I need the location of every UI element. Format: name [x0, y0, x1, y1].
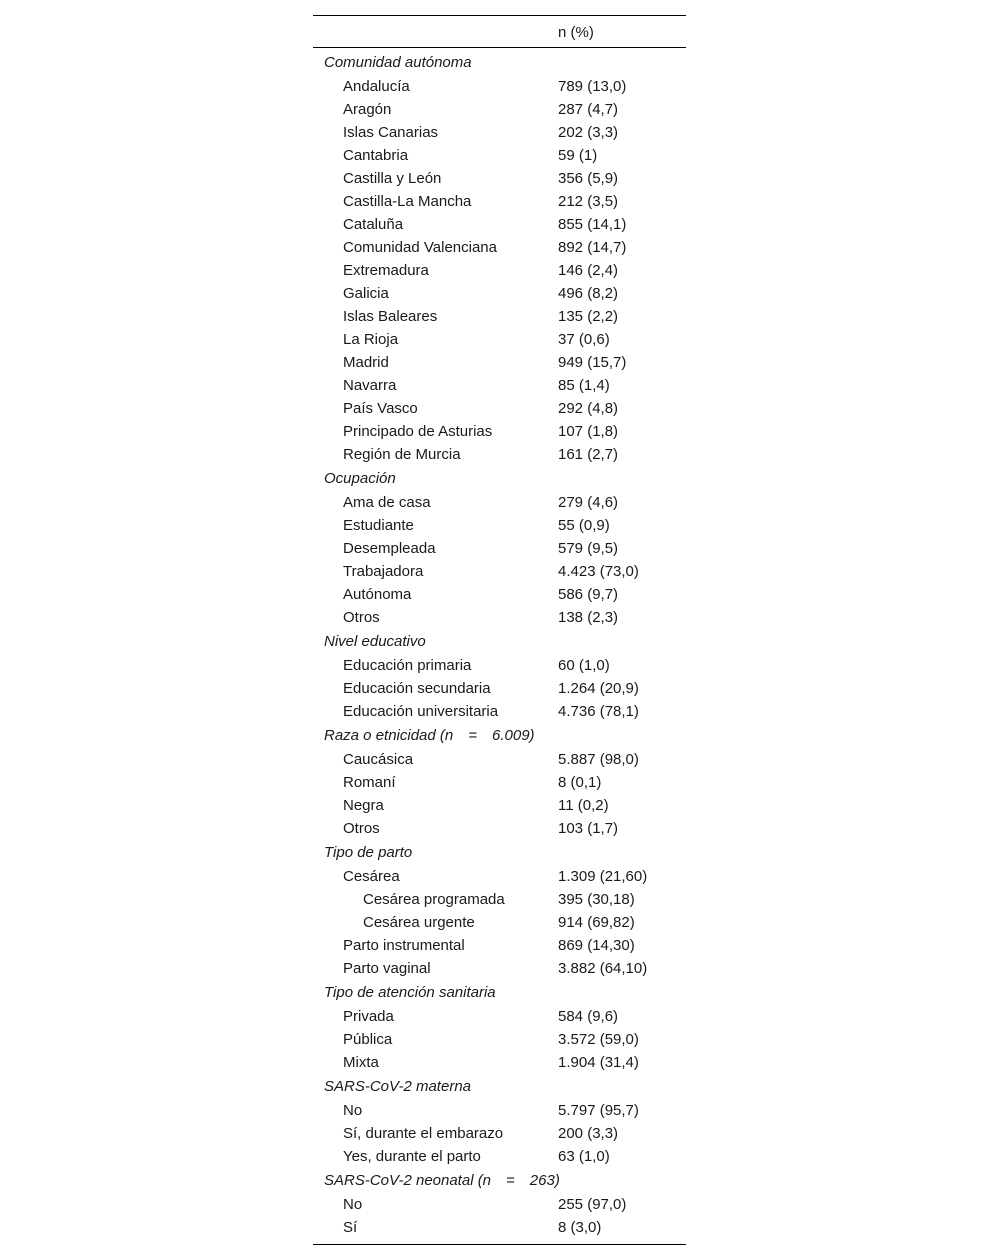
row-label: Comunidad Valenciana [343, 239, 497, 256]
section-header-row [313, 840, 686, 865]
row-value: 138 (2,3) [558, 609, 619, 626]
section-title: Ocupación [324, 470, 396, 487]
row-value: 60 (1,0) [558, 657, 610, 674]
row-label: Negra [343, 797, 384, 814]
table-row [313, 1122, 686, 1145]
table-row [313, 748, 686, 771]
row-label: Sí [343, 1219, 358, 1236]
row-label: Cesárea urgente [363, 914, 475, 931]
row-value: 1.264 (20,9) [558, 680, 639, 697]
table-row [313, 75, 686, 98]
row-value: 579 (9,5) [558, 540, 619, 557]
row-label: Principado de Asturias [343, 423, 493, 440]
table-row [313, 583, 686, 606]
table-row [313, 282, 686, 305]
table-row [313, 888, 686, 911]
row-value: 161 (2,7) [558, 446, 619, 463]
table-row [313, 1216, 686, 1239]
row-value: 356 (5,9) [558, 170, 619, 187]
row-value: 584 (9,6) [558, 1008, 619, 1025]
row-value: 586 (9,7) [558, 586, 619, 603]
table-row [313, 121, 686, 144]
row-label: Galicia [343, 285, 389, 302]
table-row [313, 443, 686, 466]
section-title: Tipo de atención sanitaria [324, 984, 496, 1001]
row-label: Ama de casa [343, 494, 431, 511]
row-label: Cesárea [343, 868, 400, 885]
section-header-row [313, 723, 686, 748]
row-label: Parto vaginal [343, 960, 431, 977]
row-value: 949 (15,7) [558, 354, 627, 371]
section-title: Tipo de parto [324, 844, 413, 861]
row-value: 103 (1,7) [558, 820, 619, 837]
table-row [313, 1005, 686, 1028]
table-row [313, 677, 686, 700]
row-label: Parto instrumental [343, 937, 465, 954]
table-row [313, 420, 686, 443]
row-value: 855 (14,1) [558, 216, 627, 233]
row-value: 55 (0,9) [558, 517, 610, 534]
section-title: Comunidad autónoma [324, 54, 472, 71]
section-title: SARS-CoV-2 neonatal (n = 263) [324, 1172, 560, 1189]
row-label: La Rioja [343, 331, 399, 348]
row-label: Otros [343, 820, 380, 837]
row-label: País Vasco [343, 400, 418, 417]
row-value: 146 (2,4) [558, 262, 619, 279]
table-row [313, 259, 686, 282]
table-row [313, 351, 686, 374]
row-value: 914 (69,82) [558, 914, 635, 931]
table-row [313, 560, 686, 583]
row-value: 37 (0,6) [558, 331, 610, 348]
table-row [313, 537, 686, 560]
table-row [313, 865, 686, 888]
row-label: Aragón [343, 101, 392, 118]
section-title: Raza o etnicidad (n = 6.009) [324, 727, 535, 744]
table-row [313, 1051, 686, 1074]
row-value: 292 (4,8) [558, 400, 619, 417]
row-value: 212 (3,5) [558, 193, 619, 210]
table-header-row [313, 16, 686, 47]
row-label: Educación primaria [343, 657, 472, 674]
row-value: 4.736 (78,1) [558, 703, 639, 720]
table-row [313, 911, 686, 934]
table-row [313, 794, 686, 817]
section-header-row [313, 1168, 686, 1193]
row-value: 8 (3,0) [558, 1219, 602, 1236]
section-header-row [313, 980, 686, 1005]
row-label: Privada [343, 1008, 394, 1025]
row-value: 5.797 (95,7) [558, 1102, 639, 1119]
row-value: 200 (3,3) [558, 1125, 619, 1142]
section-header-row [313, 1074, 686, 1099]
row-label: Estudiante [343, 517, 414, 534]
table-row [313, 934, 686, 957]
row-label: Autónoma [343, 586, 412, 603]
table-row [313, 190, 686, 213]
table-row [313, 817, 686, 840]
section-header-row [313, 466, 686, 491]
row-value: 279 (4,6) [558, 494, 619, 511]
header-value-column: n (%) [558, 24, 594, 41]
row-label: Educación secundaria [343, 680, 491, 697]
section-header-row [313, 629, 686, 654]
row-value: 1.904 (31,4) [558, 1054, 639, 1071]
row-label: Trabajadora [343, 563, 424, 580]
row-value: 59 (1) [558, 147, 598, 164]
row-label: No [343, 1196, 363, 1213]
row-label: Andalucía [343, 78, 410, 95]
table-row [313, 957, 686, 980]
table-row [313, 1145, 686, 1168]
section-title: Nivel educativo [324, 633, 426, 650]
table-row [313, 374, 686, 397]
row-value: 892 (14,7) [558, 239, 627, 256]
row-value: 287 (4,7) [558, 101, 619, 118]
table-row [313, 771, 686, 794]
row-value: 1.309 (21,60) [558, 868, 648, 885]
section-title: SARS-CoV-2 materna [324, 1078, 471, 1095]
table-row [313, 144, 686, 167]
row-label: Desempleada [343, 540, 436, 557]
row-value: 11 (0,2) [558, 797, 609, 814]
table-row [313, 606, 686, 629]
table-body [313, 48, 686, 1239]
row-label: Extremadura [343, 262, 429, 279]
table-row [313, 700, 686, 723]
row-label: Islas Baleares [343, 308, 438, 325]
row-label: Castilla-La Mancha [343, 193, 472, 210]
row-value: 395 (30,18) [558, 891, 635, 908]
row-value: 8 (0,1) [558, 774, 602, 791]
row-label: Sí, durante el embarazo [343, 1125, 504, 1142]
row-label: Educación universitaria [343, 703, 499, 720]
section-header-row [313, 50, 686, 75]
row-value: 3.572 (59,0) [558, 1031, 639, 1048]
row-label: Cantabria [343, 147, 409, 164]
row-value: 107 (1,8) [558, 423, 619, 440]
row-label: Madrid [343, 354, 389, 371]
row-value: 5.887 (98,0) [558, 751, 639, 768]
row-label: Yes, durante el parto [343, 1148, 481, 1165]
row-value: 255 (97,0) [558, 1196, 627, 1213]
row-value: 496 (8,2) [558, 285, 619, 302]
row-label: Navarra [343, 377, 397, 394]
row-label: Pública [343, 1031, 393, 1048]
table-bottom-rule [313, 1244, 686, 1245]
table-row [313, 514, 686, 537]
row-value: 869 (14,30) [558, 937, 635, 954]
table-row [313, 167, 686, 190]
row-value: 135 (2,2) [558, 308, 619, 325]
table-row [313, 1193, 686, 1216]
row-value: 63 (1,0) [558, 1148, 610, 1165]
table-row [313, 98, 686, 121]
row-label: Otros [343, 609, 380, 626]
table-row [313, 305, 686, 328]
table-row [313, 491, 686, 514]
table-row [313, 328, 686, 351]
row-label: Región de Murcia [343, 446, 461, 463]
table-row [313, 1099, 686, 1122]
row-label: Romaní [343, 774, 396, 791]
row-value: 85 (1,4) [558, 377, 610, 394]
row-label: Castilla y León [343, 170, 442, 187]
row-value: 789 (13,0) [558, 78, 627, 95]
demographics-table [313, 15, 686, 1245]
row-label: Caucásica [343, 751, 414, 768]
row-value: 202 (3,3) [558, 124, 619, 141]
row-value: 4.423 (73,0) [558, 563, 639, 580]
row-value: 3.882 (64,10) [558, 960, 648, 977]
row-label: Cataluña [343, 216, 404, 233]
table-row [313, 654, 686, 677]
row-label: No [343, 1102, 363, 1119]
row-label: Mixta [343, 1054, 379, 1071]
table-row [313, 213, 686, 236]
table-row [313, 236, 686, 259]
row-label: Cesárea programada [363, 891, 505, 908]
row-label: Islas Canarias [343, 124, 439, 141]
table-row [313, 397, 686, 420]
table-row [313, 1028, 686, 1051]
